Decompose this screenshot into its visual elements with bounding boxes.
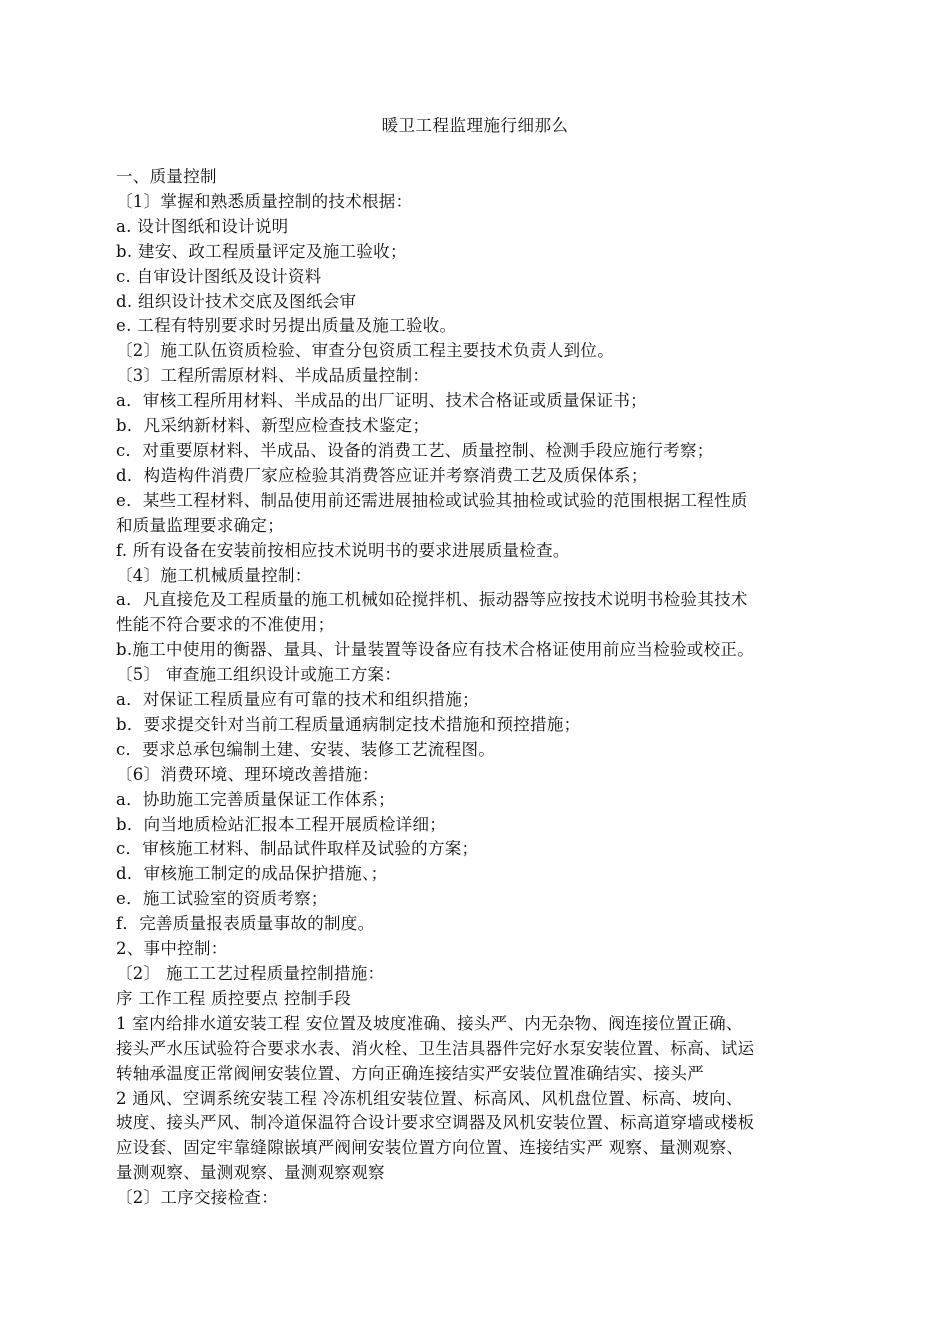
list-item: c．审核施工材料、制品试件取样及试验的方案； <box>116 839 479 859</box>
list-item: b．凡采纳新材料、新型应检查技术鉴定； <box>116 416 430 436</box>
list-item: b. 建安、政工程质量评定及施工验收； <box>116 241 407 261</box>
list-item: c. 自审设计图纸及设计资料 <box>116 266 322 286</box>
list-item-continuation: 性能不符合要求的不准使用； <box>116 615 335 635</box>
list-item-continuation: 和质量监理要求确定； <box>116 515 284 535</box>
list-item: c．对重要原材料、半成品、设备的消费工艺、质量控制、检测手段应施行考察； <box>116 440 714 460</box>
table-row-line: 2 通风、空调系统安装工程 冷冻机组安装位置、标高风、风机盘位置、标高、坡向、 <box>116 1088 743 1108</box>
table-row-line: 接头严水压试验符合要求水表、消火栓、卫生洁具器件完好水泵安装位置、标高、试运 <box>116 1038 755 1058</box>
subsection-heading: 〔5〕 审查施工组织设计或施工方案： <box>116 665 402 685</box>
list-item: d. 组织设计技术交底及图纸会审 <box>116 291 357 311</box>
list-item: c．要求总承包编制土建、安装、装修工艺流程图。 <box>116 739 496 759</box>
list-item: a．对保证工程质量应有可靠的技术和组织措施； <box>116 690 479 710</box>
subsection-heading: 〔2〕工序交接检查： <box>116 1188 278 1208</box>
subsection-heading: 〔4〕施工机械质量控制： <box>116 565 312 585</box>
subsection-heading: 〔1〕掌握和熟悉质量控制的技术根据： <box>116 191 413 211</box>
table-row-line: 坡度、接头严风、制冷道保温符合设计要求空调器及风机安装位置、标高道穿墙或楼板 <box>116 1113 755 1133</box>
list-item: b．向当地质检站汇报本工程开展质检详细； <box>116 814 447 834</box>
list-item: a．审核工程所用材料、半成品的出厂证明、技术合格证或质量保证书； <box>116 391 647 411</box>
list-item: e. 工程有特别要求时另提出质量及施工验收。 <box>116 316 457 336</box>
list-item: a．协助施工完善质量保证工作体系； <box>116 789 395 809</box>
list-item: b.施工中使用的衡器、量具、计量装置等设备应有技术合格证使用前应当检验或校正。 <box>116 640 755 660</box>
list-item: b．要求提交针对当前工程质量通病制定技术措施和预控措施； <box>116 714 581 734</box>
subsection-heading: 〔2〕 施工工艺过程质量控制措施： <box>116 964 385 983</box>
section-heading: 2、事中控制： <box>116 939 228 959</box>
list-item: d．构造构件消费厂家应检验其消费答应证并考察消费工艺及质保体系； <box>116 465 648 485</box>
list-item: a. 设计图纸和设计说明 <box>116 216 289 236</box>
subsection-heading: 〔2〕施工队伍资质检验、审查分包资质工程主要技术负责人到位。 <box>116 341 614 361</box>
table-row-line: 1 室内给排水道安装工程 安位置及坡度准确、接头严、内无杂物、阀连接位置正确、 <box>116 1013 743 1033</box>
subsection-heading: 〔3〕工程所需原材料、半成品质量控制： <box>116 366 430 386</box>
document-title: 暖卫工程监理施行细那么 <box>381 116 569 135</box>
table-row-line: 量测观察、量测观察、量测观察观察 <box>116 1163 385 1183</box>
list-item: e．施工试验室的资质考察； <box>116 889 328 909</box>
table-row-line: 应设套、固定牢靠缝隙嵌填严阀闸安装位置方向位置、连接结实严 观察、量测观察、 <box>116 1138 744 1158</box>
list-item: f. 所有设备在安装前按相应技术说明书的要求进展质量检查。 <box>116 540 570 560</box>
table-header-line: 序 工作工程 质控要点 控制手段 <box>116 988 352 1008</box>
table-row-line: 转轴承温度正常阀闸安装位置、方向正确连接结实严安装位置准确结实、接头严 <box>116 1063 704 1083</box>
list-item: f．完善质量报表质量事故的制度。 <box>116 914 375 934</box>
document-body <box>116 165 856 1211</box>
list-item: d．审核施工制定的成品保护措施、； <box>116 864 388 884</box>
list-item: e．某些工程材料、制品使用前还需进展抽检或试验其抽检或试验的范围根据工程性质 <box>116 490 748 510</box>
list-item: a．凡直接危及工程质量的施工机械如砼搅拌机、振动器等应按技术说明书检验其技术 <box>116 590 748 610</box>
subsection-heading: 〔6〕消费环境、理环境改善措施： <box>116 764 379 784</box>
section-heading: 一、质量控制 <box>116 167 217 186</box>
